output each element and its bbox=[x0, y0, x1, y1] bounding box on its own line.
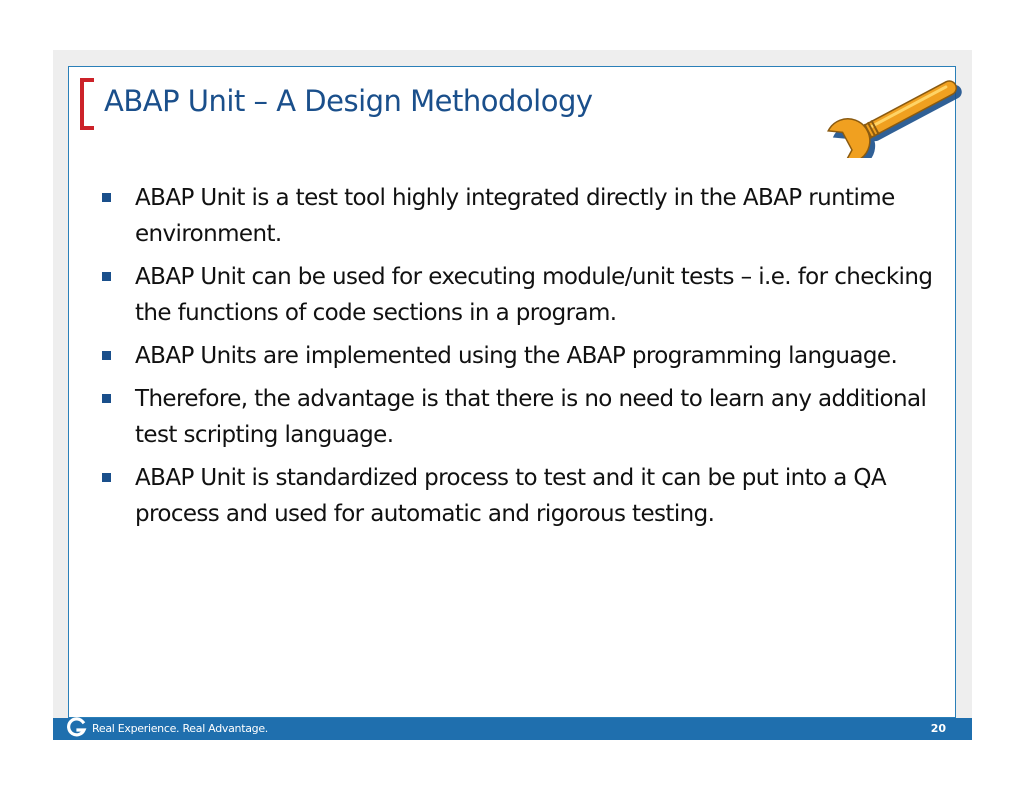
bullet-text: ABAP Units are implemented using the ABAP programming language. bbox=[135, 343, 898, 369]
bullet-square-icon bbox=[102, 272, 111, 281]
bullet-text: ABAP Unit is a test tool highly integrated directly in the ABAP runtime environment. bbox=[135, 185, 895, 247]
bullet-text: ABAP Unit can be used for executing module/unit tests – i.e. for checking the functions of code sections in a program. bbox=[135, 264, 933, 326]
page-number: 20 bbox=[930, 722, 946, 735]
bullet-list bbox=[102, 180, 942, 539]
bullet-square-icon bbox=[102, 351, 111, 360]
footer-tagline: Real Experience. Real Advantage. bbox=[92, 722, 268, 735]
bullet-square-icon bbox=[102, 193, 111, 202]
bullet-square-icon bbox=[102, 473, 111, 482]
list-item bbox=[102, 381, 942, 453]
title-bracket-icon bbox=[80, 78, 94, 130]
list-item bbox=[102, 259, 942, 331]
list-item bbox=[102, 460, 942, 532]
footer-bar bbox=[53, 718, 972, 740]
slide-title: ABAP Unit – A Design Methodology bbox=[104, 84, 593, 118]
bullet-square-icon bbox=[102, 394, 111, 403]
g-logo-icon bbox=[67, 717, 87, 739]
bullet-text: ABAP Unit is standardized process to test and it can be put into a QA process and used for automatic and rigorous testing. bbox=[135, 465, 887, 527]
bullet-text: Therefore, the advantage is that there is no need to learn any additional test scripting language. bbox=[135, 386, 927, 448]
wrench-icon bbox=[820, 78, 970, 158]
list-item bbox=[102, 180, 942, 252]
list-item bbox=[102, 338, 942, 374]
